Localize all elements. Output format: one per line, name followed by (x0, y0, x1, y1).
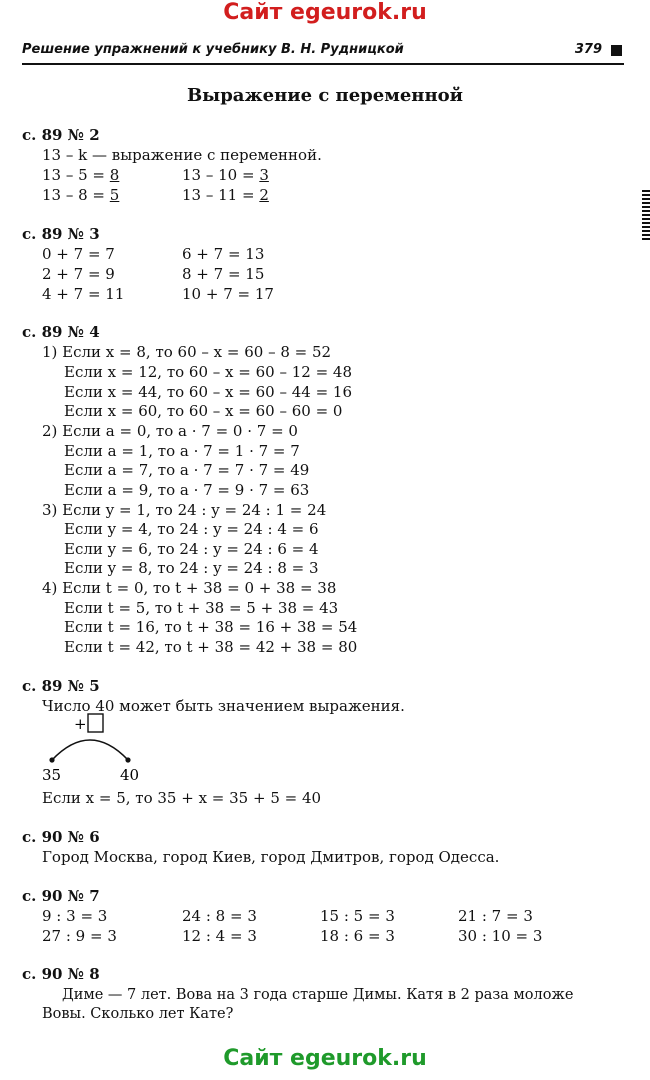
s6-eq: 30 : 10 = 3 (458, 927, 543, 945)
s2-eq: 4 + 7 = 11 (42, 285, 125, 303)
page-edge-marker (642, 190, 650, 242)
section-heading-89-4: с. 89 № 4 (22, 323, 100, 341)
s6-eq: 21 : 7 = 3 (458, 907, 533, 925)
eq-answer: 3 (259, 166, 269, 184)
s7-line2: Вовы. Сколько лет Кате? (42, 1006, 234, 1022)
s3-line: 2) Если a = 0, то a · 7 = 0 · 7 = 0 (42, 422, 298, 440)
s3-line: Если y = 4, то 24 : y = 24 : 4 = 6 (64, 520, 319, 538)
s2-eq: 0 + 7 = 7 (42, 245, 115, 263)
s4-line1: Число 40 может быть значением выражения. (42, 697, 405, 715)
section-heading-89-3: с. 89 № 3 (22, 225, 100, 243)
square-marker-icon (611, 45, 622, 56)
eq-text: 13 – 10 = (182, 166, 260, 184)
site-watermark-top: Сайт egeurok.ru (223, 0, 427, 25)
page-title: Выражение с переменной (186, 85, 464, 106)
diagram-left-label: 35 (42, 766, 62, 782)
s2-eq: 8 + 7 = 15 (182, 265, 265, 283)
s3-line: Если t = 42, то t + 38 = 42 + 38 = 80 (64, 638, 358, 656)
s1-eq-1a (42, 165, 119, 185)
running-title: Решение упражнений к учебнику В. Н. Рудницкой (22, 42, 404, 57)
s3-line: Если a = 7, то a · 7 = 7 · 7 = 49 (64, 461, 310, 479)
s2-eq: 10 + 7 = 17 (182, 285, 274, 303)
s1-line1: 13 – k — выражение с переменной. (42, 146, 322, 164)
arc-line (52, 740, 128, 760)
s3-line: 4) Если t = 0, то t + 38 = 0 + 38 = 38 (42, 579, 337, 597)
page-number: 379 (574, 42, 602, 57)
s7-line1: Диме — 7 лет. Вова на 3 года старше Димы. Катя в 2 раза моложе (62, 987, 574, 1003)
s6-eq: 24 : 8 = 3 (182, 907, 257, 925)
s6-eq: 12 : 4 = 3 (182, 927, 257, 945)
s1-eq-2a (42, 185, 119, 205)
s3-line: Если x = 44, то 60 – x = 60 – 44 = 16 (64, 383, 353, 401)
s3-line: Если y = 8, то 24 : y = 24 : 8 = 3 (64, 559, 319, 577)
eq-text: 13 – 11 = (182, 186, 260, 204)
header-rule (22, 63, 624, 65)
arc-start-dot (49, 757, 54, 762)
diagram-right-label: 40 (120, 766, 140, 782)
section-heading-90-7: с. 90 № 7 (22, 887, 100, 905)
eq-answer: 2 (259, 186, 269, 204)
s3-line: 3) Если y = 1, то 24 : y = 24 : 1 = 24 (42, 501, 327, 519)
s3-line: Если x = 60, то 60 – x = 60 – 60 = 0 (64, 402, 343, 420)
empty-box-icon (88, 714, 103, 732)
site-watermark-bottom: Сайт egeurok.ru (223, 1046, 427, 1071)
s3-line: Если t = 16, то t + 38 = 16 + 38 = 54 (64, 618, 358, 636)
s2-eq: 6 + 7 = 13 (182, 245, 265, 263)
arc-end-dot (125, 757, 130, 762)
section-heading-89-5: с. 89 № 5 (22, 677, 100, 695)
s6-eq: 15 : 5 = 3 (320, 907, 395, 925)
s3-line: 1) Если x = 8, то 60 – x = 60 – 8 = 52 (42, 343, 332, 361)
section-heading-90-8: с. 90 № 8 (22, 965, 100, 983)
s6-eq: 27 : 9 = 3 (42, 927, 117, 945)
s5-line1: Город Москва, город Киев, город Дмитров, город Одесса. (42, 848, 500, 866)
s3-line: Если y = 6, то 24 : y = 24 : 6 = 4 (64, 540, 319, 558)
eq-text: 13 – 8 = (42, 186, 110, 204)
s1-eq-1b (182, 165, 269, 185)
s3-line: Если t = 5, то t + 38 = 5 + 38 = 43 (64, 599, 339, 617)
s3-line: Если a = 9, то a · 7 = 9 · 7 = 63 (64, 481, 310, 499)
s2-eq: 2 + 7 = 9 (42, 265, 115, 283)
number-arc-diagram (38, 712, 158, 782)
s6-eq: 18 : 6 = 3 (320, 927, 395, 945)
diagram-plus: + (74, 715, 87, 733)
eq-answer: 5 (109, 186, 120, 204)
running-header (22, 42, 622, 62)
eq-answer: 8 (109, 166, 120, 184)
s1-eq-2b (182, 185, 269, 205)
s3-line: Если a = 1, то a · 7 = 1 · 7 = 7 (64, 442, 300, 460)
s4-line2: Если x = 5, то 35 + x = 35 + 5 = 40 (42, 789, 322, 807)
s6-eq: 9 : 3 = 3 (42, 907, 108, 925)
section-heading-90-6: с. 90 № 6 (22, 828, 100, 846)
eq-text: 13 – 5 = (42, 166, 110, 184)
s3-line: Если x = 12, то 60 – x = 60 – 12 = 48 (64, 363, 353, 381)
section-heading-89-2: с. 89 № 2 (22, 126, 100, 144)
